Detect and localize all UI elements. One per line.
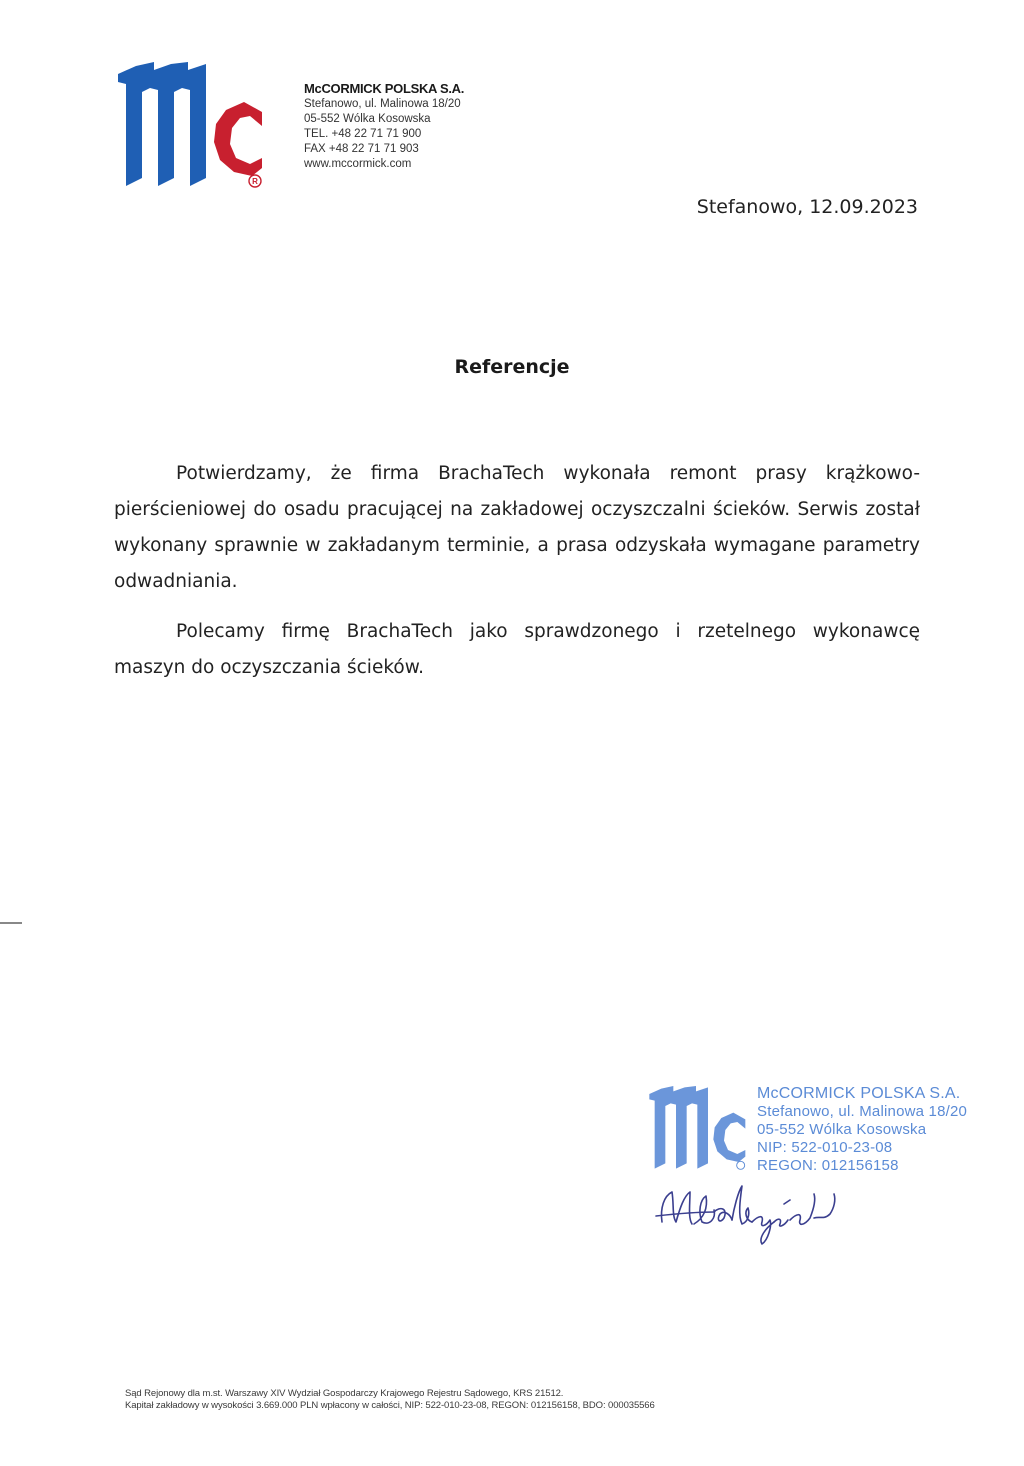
company-name: McCORMICK POLSKA S.A. — [304, 81, 465, 96]
address-line: 05-552 Wólka Kosowska — [304, 113, 431, 125]
stamp-nip: NIP: 522-010-23-08 — [757, 1139, 893, 1156]
footer-capital-line: Kapitał zakładowy w wysokości 3.669.000 PLN wpłacony w całości, NIP: 522-010-23-08, REGON: 012156158, BDO: 000035566 — [125, 1400, 655, 1411]
phone-line: TEL. +48 22 71 71 900 — [304, 128, 422, 140]
registry-footer — [125, 1388, 655, 1412]
body-paragraph: Polecamy firmę BrachaTech jako sprawdzonego i rzetelnego wykonawcę maszyn do oczyszczania ścieków. — [114, 621, 920, 678]
scan-margin-mark — [0, 922, 22, 924]
stamp-address-line: 05-552 Wólka Kosowska — [757, 1121, 927, 1138]
footer-registry-line: Sąd Rejonowy dla m.st. Warszawy XIV Wydział Gospodarczy Krajowego Rejestru Sądowego, KRS 21512. — [125, 1388, 564, 1399]
fax-line: FAX +48 22 71 71 903 — [304, 143, 419, 155]
letter-title: Referencje — [454, 356, 570, 378]
address-line: Stefanowo, ul. Malinowa 18/20 — [304, 98, 461, 110]
company-stamp — [757, 1085, 967, 1175]
stamp-address-line: Stefanowo, ul. Malinowa 18/20 — [757, 1103, 968, 1120]
handwritten-signature — [654, 1178, 894, 1253]
letter-date: Stefanowo, 12.09.2023 — [696, 196, 918, 218]
stamp-regon: REGON: 012156158 — [757, 1157, 899, 1174]
stamp-logo — [648, 1084, 748, 1172]
body-paragraph: Potwierdzamy, że firma BrachaTech wykonała remont prasy krążkowo-pierścieniowej do osadu pracującej na zakładowej oczyszczalni ścieków. Serwis został wykonany sprawnie w zakładanym terminie, a prasa odzyskała wymagane parametry odwadniania. — [114, 463, 920, 592]
mccormick-logo — [116, 60, 266, 190]
website-line: www.mccormick.com — [304, 158, 412, 170]
stamp-company-name: McCORMICK POLSKA S.A. — [757, 1085, 961, 1102]
svg-text:R: R — [252, 177, 258, 186]
company-letterhead — [304, 80, 464, 172]
